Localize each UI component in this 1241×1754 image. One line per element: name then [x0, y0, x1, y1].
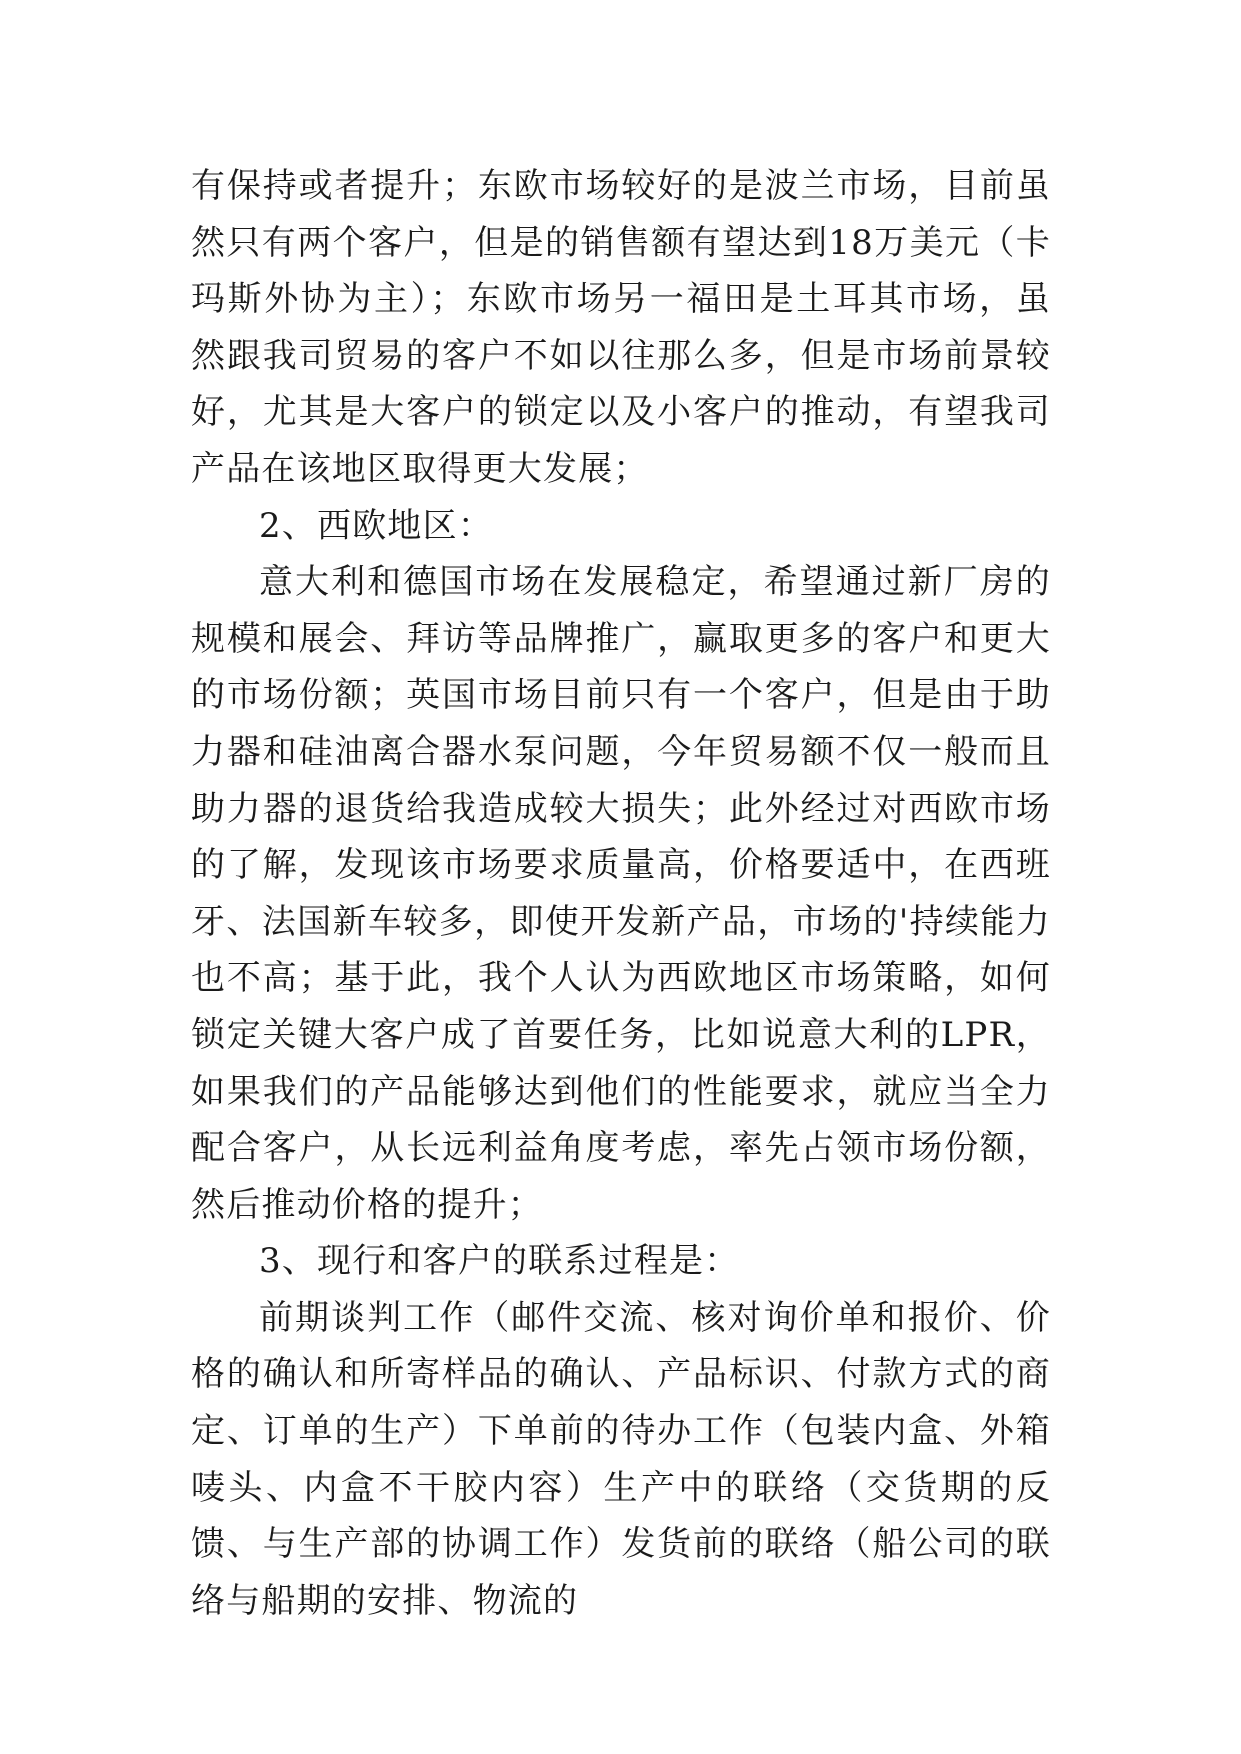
heading-customer-contact-process: 3、现行和客户的联系过程是：: [259, 1241, 740, 1282]
paragraph-customer-contact-process: 前期谈判工作（邮件交流、核对询价单和报价、价格的确认和所寄样品的确认、产品标识、付款方式的商定、订单的生产）下单前的待办工作（包装内盒、外箱唛头、内盒不干胶内容）生产中的联络（交货期的反馈、与生产部的协调工作）发货前的联络（船公司的联络与船期的安排、物流的: [191, 1297, 1051, 1621]
document-body: [191, 158, 1051, 1629]
paragraph-west-europe-markets: 意大利和德国市场在发展稳定，希望通过新厂房的规模和展会、拜访等品牌推广，赢取更多的客户和更大的市场份额；英国市场目前只有一个客户，但是由于助力器和硅油离合器水泵问题，今年贸易额不仅一般而且助力器的退货给我造成较大损失；此外经过对西欧市场的了解，发现该市场要求质量高，价格要适中，在西班牙、法国新车较多，即使开发新产品，市场的'持续能力也不高；基于此，我个人认为西欧地区市场策略，如何锁定关键大客户成了首要任务，比如说意大利的LPR，如果我们的产品能够达到他们的性能要求，就应当全力配合客户，从长远利益角度考虑，率先占领市场份额，然后推动价格的提升；: [191, 562, 1051, 1225]
heading-west-europe: 2、西欧地区：: [259, 505, 494, 546]
paragraph-east-europe-markets: 有保持或者提升；东欧市场较好的是波兰市场，目前虽然只有两个客户，但是的销售额有望达到18万美元（卡玛斯外协为主）；东欧市场另一福田是土耳其市场，虽然跟我司贸易的客户不如以往那么多，但是市场前景较好，尤其是大客户的锁定以及小客户的推动，有望我司产品在该地区取得更大发展；: [191, 166, 1051, 489]
